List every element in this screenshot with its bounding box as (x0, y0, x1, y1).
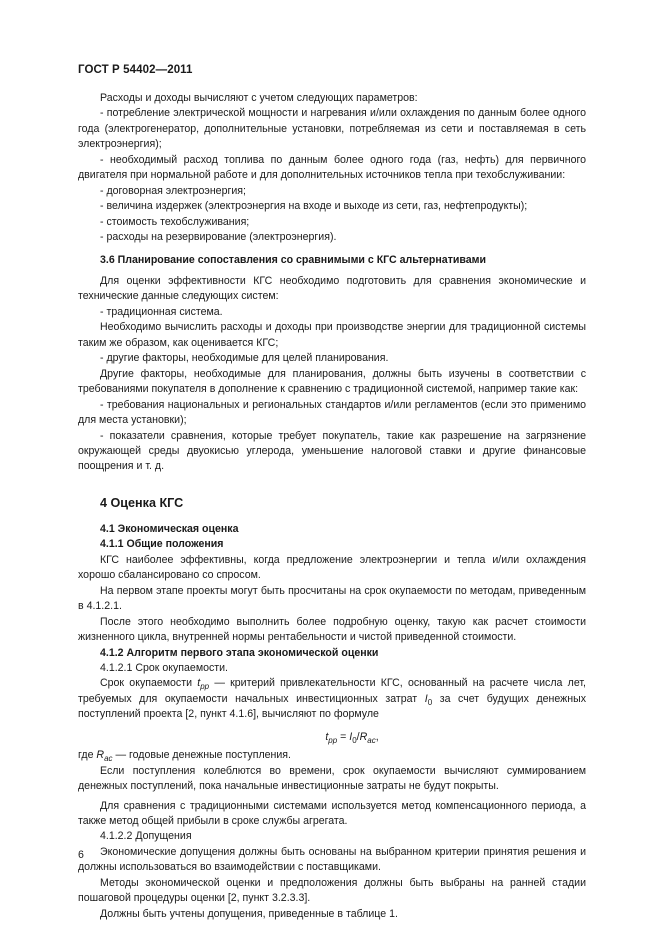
list-item: - показатели сравнения, которые требует покупатель, такие как разрешение на загрязнение окружающей среды двуокисью углерода, уменьшение налоговой ставки и другие финансовые поощрения и т. д. (78, 429, 586, 473)
formula-i: I (349, 730, 353, 743)
paragraph: Необходимо вычислить расходы и доходы при производстве энергии для традиционной системы таким же образом, как оценивается КГС; (78, 321, 586, 349)
text-run: где (78, 749, 97, 762)
document-body (78, 91, 586, 922)
section-heading-4: 4 Оценка КГС (100, 495, 184, 510)
formula-comma: , (375, 730, 379, 743)
list-item: - расходы на резервирование (электроэнергия). (100, 231, 337, 244)
list-item: - величина издержек (электроэнергия на входе и выходе из сети, газ, нефтепродукты); (100, 200, 528, 213)
paragraph: Для сравнения с традиционными системами используется метод компенсационного периода, а также метод общей прибыли в сроке службы агрегата. (78, 799, 586, 828)
paragraph: После этого необходимо выполнить более подробную оценку, такую как расчет стоимости жизненного цикла, внутренней нормы рентабельности и чистой приведенной стоимости. (78, 615, 586, 644)
section-heading-4-1-2-2: 4.1.2.2 Допущения (100, 830, 192, 843)
section-heading-3-6: 3.6 Планирование сопоставления со сравнимыми с КГС альтернативами (100, 253, 487, 266)
paragraph: Для оценки эффективности КГС необходимо подготовить для сравнения экономические и технические данные следующих систем: (78, 274, 586, 303)
section-heading-4-1-2-1: 4.1.2.1 Срок окупаемости. (100, 661, 228, 674)
list-item: - договорная электроэнергия; (100, 184, 246, 197)
variable-i: I (424, 692, 428, 705)
list-item: - требования национальных и региональных стандартов и/или регламентов (если это применимо для места установки); (78, 398, 586, 427)
subscript-ac: ac (104, 754, 113, 764)
list-item: - традиционная система. (100, 305, 223, 318)
subscript-0: 0 (427, 697, 433, 707)
formula-equals: = (337, 730, 350, 743)
text-run: за счет будущих денежных поступлений проекта [2, пункт 4.1.6], вычисляют по формуле (78, 692, 586, 721)
formula-r: R (359, 730, 368, 743)
list-item: - стоимость техобслуживания; (100, 215, 250, 228)
paragraph-payback (78, 676, 586, 722)
formula-slash: / (356, 730, 360, 743)
text-run: — годовые денежные поступления. (112, 749, 291, 762)
section-heading-4-1: 4.1 Экономическая оценка (100, 522, 239, 535)
section-heading-4-1-2: 4.1.2 Алгоритм первого этапа экономической оценки (100, 646, 379, 659)
paragraph: На первом этапе проекты могут быть просчитаны на срок окупаемости по методам, приведенным в 4.1.2.1. (78, 584, 586, 613)
text-run: — критерий привлекательности КГС, основанный на расчете числа лет, требуемых для окупаемости начальных инвестиционных затрат (78, 677, 586, 705)
paragraph: Расходы и доходы вычисляют с учетом следующих параметров: (100, 92, 418, 104)
formula-r-sub: ac (367, 735, 376, 745)
page-number: 6 (78, 849, 84, 861)
text-run: Срок окупаемости (100, 677, 198, 690)
paragraph: Другие факторы, необходимые для планирования, должны быть изучены в соответствии с требованиями покупателя в дополнение к сравнению с традиционной системой, например такие как: (78, 367, 586, 396)
list-item: - другие факторы, необходимые для целей планирования. (100, 352, 389, 365)
formula-i-sub: 0 (352, 735, 357, 745)
formula-legend (78, 748, 586, 763)
document-header: ГОСТ Р 54402—2011 (78, 64, 193, 76)
formula-t: t (325, 730, 329, 743)
paragraph: Если поступления колеблются во времени, срок окупаемости вычисляют суммированием денежных поступлений, пока начальные инвестиционные затраты не будут покрыты. (78, 764, 586, 793)
paragraph: КГС наиболее эффективны, когда предложение электроэнергии и тепла и/или охлаждения хорошо сбалансировано со спросом. (78, 553, 586, 582)
formula-payback (78, 730, 586, 745)
paragraph: Экономические допущения должны быть основаны на выбранном критерии принятия решения и должны использоваться во взаимодействии с поставщиками. (78, 845, 586, 874)
list-item: - необходимый расход топлива по данным более одного года (газ, нефть) для первичного двигателя при нормальной работе и для дополнительных источников тепла при техобслуживании: (78, 153, 586, 182)
paragraph: Методы экономической оценки и предположения должны быть выбраны на ранней стадии пошаговой процедуры оценки [2, пункт 3.2.3.3]. (78, 876, 586, 905)
variable-r: R (96, 749, 105, 762)
list-item: - потребление электрической мощности и нагревания и/или охлаждения по данным более одного года (электрогенератор, дополнительные установки, потребляемая из сети и поставляемая в сеть электроэнергия); (78, 107, 586, 151)
formula-t-sub: pp (328, 735, 338, 745)
variable-t: t (197, 677, 201, 690)
subscript-pp: pp (200, 682, 210, 692)
paragraph: Должны быть учтены допущения, приведенные в таблице 1. (100, 907, 398, 920)
section-heading-4-1-1: 4.1.1 Общие положения (100, 538, 224, 551)
